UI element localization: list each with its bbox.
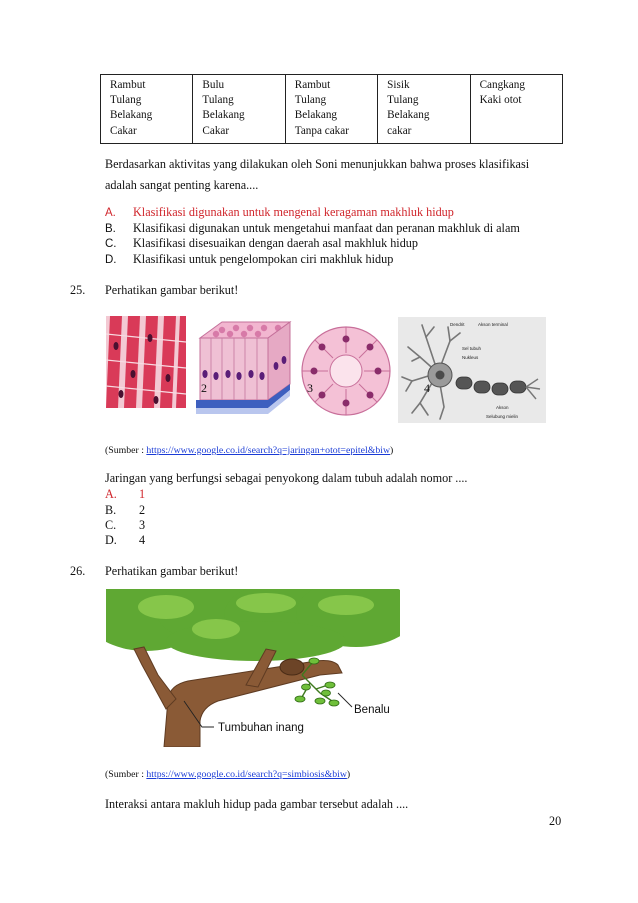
classification-table [100, 74, 563, 144]
q25-question: Jaringan yang berfungsi sebagai penyokong dalam tubuh adalah nomor .... [105, 471, 468, 485]
option-text: 1 [139, 487, 146, 501]
cell-line: Bulu [202, 79, 225, 91]
option-label: C. [105, 518, 117, 532]
figure-number-4: 4 [424, 381, 430, 395]
cell-line: Cakar [110, 124, 137, 137]
neuron-label-dendrit: Dendrit [450, 322, 465, 327]
source-prefix: (Sumber : [105, 769, 147, 780]
neuron-label-nukleus: Nukleus [462, 355, 479, 360]
source-suffix: ) [346, 769, 351, 780]
q26-number: 26. [70, 564, 86, 578]
neuron-label-sel-tubuh: Sel tubuh [462, 346, 482, 351]
option-label: C. [105, 238, 117, 250]
cell-line: Tulang [110, 94, 142, 107]
table-cell [101, 75, 193, 144]
q25-source [105, 443, 393, 458]
q24-option-b[interactable] [105, 221, 520, 237]
q24-option-a[interactable] [105, 205, 454, 221]
q25-option-a[interactable] [105, 487, 145, 502]
cell-line: Belakang [294, 109, 338, 122]
cell-line: Tulang [202, 94, 234, 107]
q25-option-b[interactable] [105, 503, 145, 518]
option-text: 3 [139, 518, 146, 532]
neuron-label-akson-terminal: Akson terminal [478, 322, 508, 327]
page-number: 20 [549, 814, 562, 828]
option-label: D. [105, 254, 117, 266]
cell-line: Tulang [294, 94, 327, 107]
neuron-label-akson: Akson [496, 405, 509, 410]
label-tumbuhan-inang: Tumbuhan inang [218, 722, 304, 734]
cell-line: Kaki otot [479, 94, 522, 107]
cell-line: Tulang [387, 94, 419, 107]
table-row [101, 75, 563, 144]
cell-line: Tanpa cakar [294, 124, 349, 137]
cell-line: Belakang [110, 109, 153, 122]
cell-line: cakar [387, 124, 412, 137]
option-label: D. [105, 533, 117, 547]
neuron-label-selubung-mielin: Selubung mielin [486, 414, 519, 419]
q26-prompt: Perhatikan gambar berikut! [105, 564, 239, 578]
figure-number-3: 3 [307, 381, 313, 395]
table-cell [193, 75, 285, 144]
q25-option-c[interactable] [105, 518, 145, 533]
cell-line: Belakang [202, 109, 245, 122]
q25-prompt: Perhatikan gambar berikut! [105, 283, 239, 297]
epithelial-tissue-image [192, 318, 292, 418]
option-label: B. [105, 223, 116, 235]
option-text: 4 [139, 533, 146, 547]
option-label: B. [105, 503, 117, 517]
q24-stem-line2: adalah sangat penting karena.... [105, 178, 259, 192]
table-cell [378, 75, 470, 144]
label-benalu: Benalu [354, 704, 390, 716]
cell-line: Sisik [387, 79, 410, 91]
option-text: 2 [139, 503, 146, 517]
figure-number-2: 2 [201, 381, 207, 395]
q26-source-link[interactable]: https://www.google.co.id/search?q=simbiosis&biw [146, 769, 347, 780]
parasite-tree-image [106, 589, 400, 747]
q25-number: 25. [70, 283, 86, 297]
cell-line: Cangkang [479, 79, 525, 91]
option-text: Klasifikasi digunakan untuk mengetahui manfaat dan peranan makhluk di alam [133, 221, 520, 235]
q26-question: Interaksi antara makluh hidup pada gambar tersebut adalah .... [105, 797, 409, 811]
q26-source [105, 767, 350, 782]
glandular-tissue-image [296, 325, 396, 417]
option-text: Klasifikasi untuk pengelompokan ciri makhluk hidup [133, 252, 394, 266]
q25-option-d[interactable] [105, 533, 145, 548]
table-cell [470, 75, 562, 144]
option-label: A. [105, 207, 116, 219]
neuron-image [398, 317, 546, 423]
cell-line: Rambut [294, 79, 331, 91]
option-label: A. [105, 487, 117, 501]
cell-line: Belakang [387, 109, 430, 122]
source-prefix: (Sumber : [105, 445, 147, 456]
option-text: Klasifikasi disesuaikan dengan daerah asal makhluk hidup [133, 236, 418, 250]
q25-source-link[interactable]: https://www.google.co.id/search?q=jaringan+otot=epitel&biw [146, 445, 391, 456]
cell-line: Rambut [110, 79, 146, 91]
cell-line: Cakar [202, 124, 230, 137]
table-cell [285, 75, 377, 144]
q24-option-d[interactable] [105, 252, 393, 268]
muscle-tissue-image [106, 316, 186, 408]
option-text: Klasifikasi digunakan untuk mengenal keragaman makhluk hidup [133, 205, 454, 219]
q24-option-c[interactable] [105, 236, 418, 252]
source-suffix: ) [390, 445, 394, 456]
q24-stem-line1: Berdasarkan aktivitas yang dilakukan oleh Soni menunjukkan bahwa proses klasifikasi [105, 157, 530, 171]
